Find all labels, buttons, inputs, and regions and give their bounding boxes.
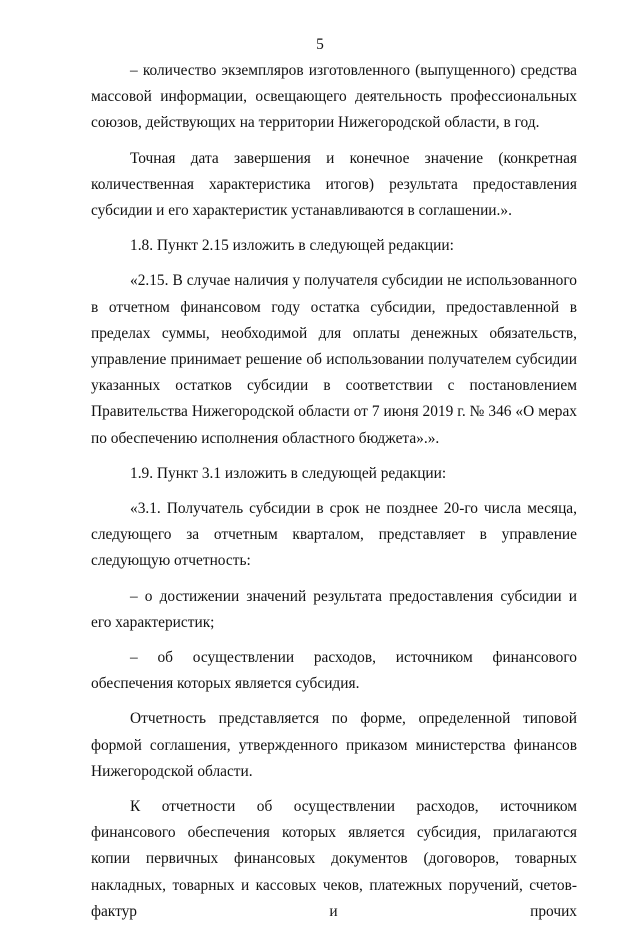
paragraph-result-achievement: – о достижении значений результата предоставления субсидии и его характеристик; [91, 587, 577, 631]
paragraph-completion-date: Точная дата завершения и конечное значение (конкретная количественная характеристика итогов) результата предоставления субсидии и его характеристик устанавливаются в соглашении.». [91, 149, 577, 220]
paragraph-media-copies: – количество экземпляров изготовленного (выпущенного) средства массовой информации, освещающего деятельность профессиональных союзов, действующих на территории Нижегородской области, в год. [91, 62, 577, 132]
paragraph-attachments: К отчетности об осуществлении расходов, источником финансового обеспечения которых является субсидия, прилагаются копии первичных финансовых документов (договоров, товарных накладных, товарных и кассовых чеков, платежных поручений, счетов-фактур и прочих [91, 798, 577, 920]
paragraph-report-form: Отчетность представляется по форме, определенной типовой формой соглашения, утвержденного приказом министерства финансов Нижегородской области. [91, 710, 577, 780]
paragraph-expenses: – об осуществлении расходов, источником финансового обеспечения которых является субсидия. [91, 649, 577, 693]
paragraph-item-1-9: 1.9. Пункт 3.1 изложить в следующей редакции: [130, 464, 447, 482]
paragraph-item-1-8: 1.8. Пункт 2.15 изложить в следующей редакции: [130, 237, 454, 255]
paragraph-clause-2-15: «2.15. В случае наличия у получателя субсидии не использованного в отчетном финансовом году остатка субсидии, предоставленной в пределах суммы, необходимой для оплаты денежных обязательств, управление принимает решение об использовании получателем субсидии указанных остатков субсидии в соответствии с постановлением Правительства Нижегородской области от 7 июня 2019 г. № 346 «О мерах по обеспечению исполнения областного бюджета».». [91, 272, 577, 447]
document-body [91, 58, 577, 925]
paragraph-clause-3-1: «3.1. Получатель субсидии в срок не позднее 20-го числа месяца, следующего за отчетным кварталом, представляет в управление следующую отчетность: [91, 500, 577, 570]
page-number: 5 [316, 36, 324, 53]
